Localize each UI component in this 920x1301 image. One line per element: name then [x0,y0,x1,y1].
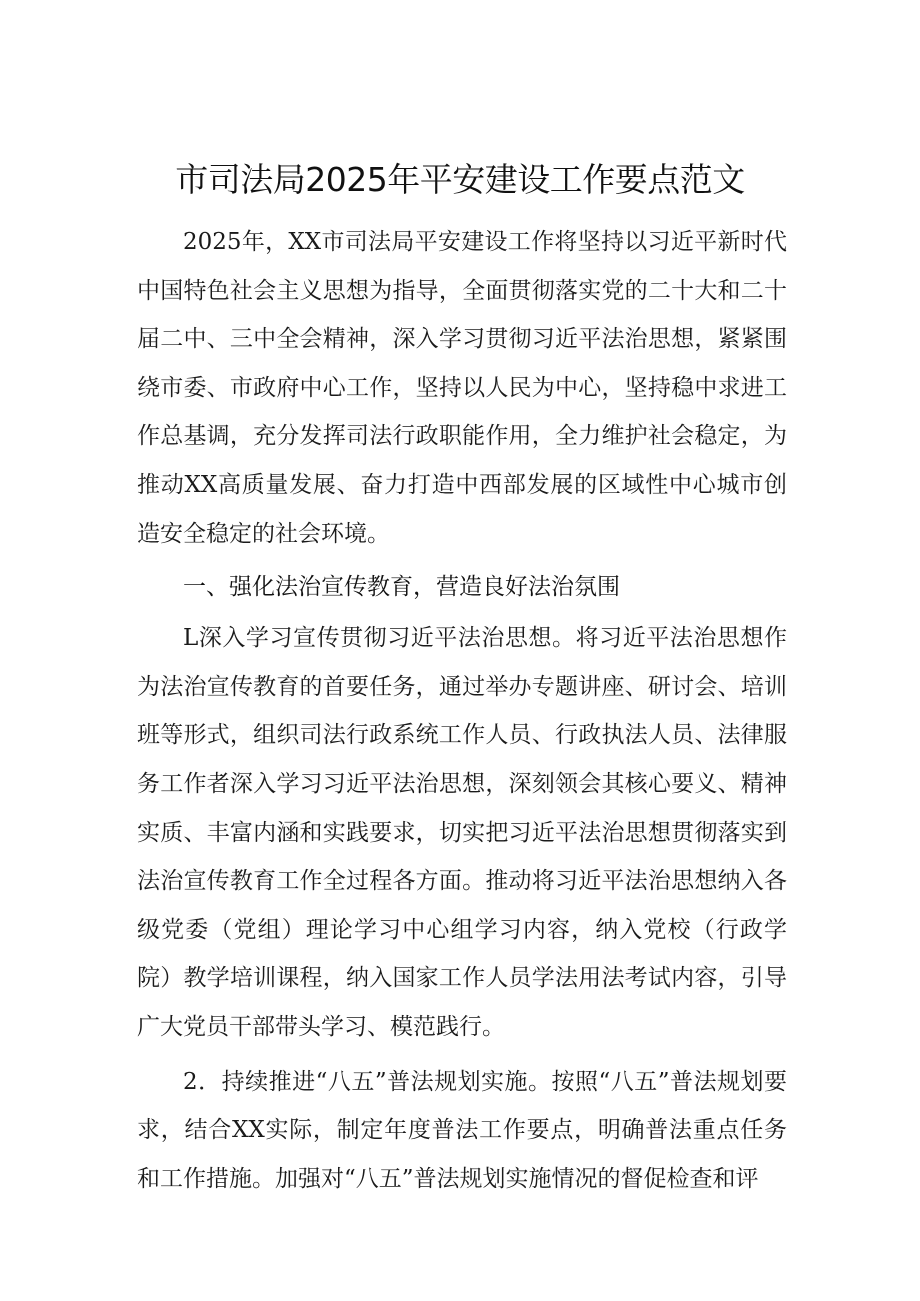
document-title: 市司法局2025年平安建设工作要点范文 [175,160,745,199]
item-1-paragraph: L深入学习宣传贯彻习近平法治思想。将习近平法治思想作为法治宣传教育的首要任务，通过举办专题讲座、研讨会、培训班等形式，组织司法行政系统工作人员、行政执法人员、法律服务工作者深入学习习近平法治思想，深刻领会其核心要义、精神实质、丰富内涵和实践要求，切实把习近平法治思想贯彻落实到法治宣传教育工作全过程各方面。推动将习近平法治思想纳入各级党委（党组）理论学习中心组学习内容，纳入党校（行政学院）教学培训课程，纳入国家工作人员学法用法考试内容，引导广大党员干部带头学习、模范践行。 [137,625,787,1040]
section-1-heading: 一、强化法治宣传教育，营造良好法治氛围 [183,574,620,601]
document-body [137,218,787,1203]
item-2-paragraph: 2．持续推进“八五”普法规划实施。按照“八五”普法规划要求，结合XX实际，制定年度普法工作要点，明确普法重点任务和工作措施。加强对“八五”普法规划实施情况的督促检查和评 [137,1068,787,1192]
intro-paragraph: 2025年，XX市司法局平安建设工作将坚持以习近平新时代中国特色社会主义思想为指导，全面贯彻落实党的二十大和二十届二中、三中全会精神，深入学习贯彻习近平法治思想，紧紧围绕市委、市政府中心工作，坚持以人民为中心，坚持稳中求进工作总基调，充分发挥司法行政职能作用，全力维护社会稳定，为推动XX高质量发展、奋力打造中西部发展的区域性中心城市创造安全稳定的社会环境。 [137,229,787,547]
